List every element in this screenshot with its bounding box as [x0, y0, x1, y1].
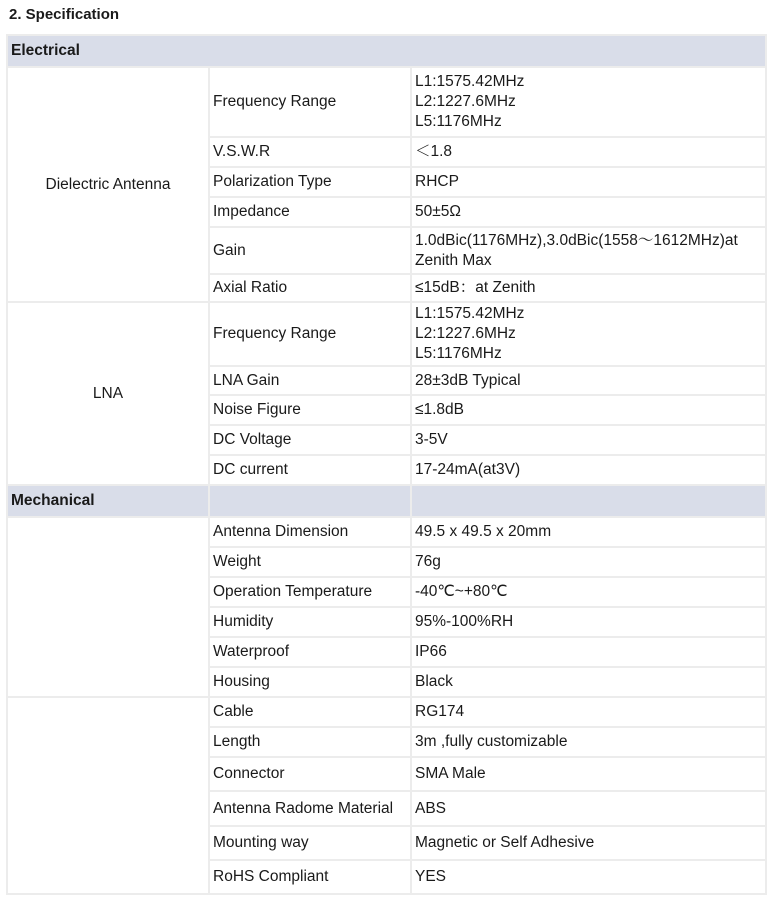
group-cell-empty [7, 697, 209, 894]
group-label-lna: LNA [7, 302, 209, 485]
param-label: Connector [209, 757, 411, 791]
table-row [7, 302, 766, 366]
param-label: Gain [209, 227, 411, 274]
param-value: 3m ,fully customizable [411, 727, 766, 757]
param-label: DC current [209, 455, 411, 485]
value-line: L5:1176MHz [415, 345, 502, 362]
param-label: Polarization Type [209, 167, 411, 197]
value-line: 1.0dBic(1176MHz),3.0dBic(1558～1612MHz)at [415, 231, 738, 249]
param-label: Waterproof [209, 637, 411, 667]
table-row [7, 697, 766, 727]
group-cell-empty [7, 517, 209, 697]
section-title-electrical: Electrical [7, 35, 766, 67]
param-value: 49.5 x 49.5 x 20mm [411, 517, 766, 547]
param-label: Noise Figure [209, 395, 411, 425]
param-label: Frequency Range [209, 67, 411, 137]
param-label: Length [209, 727, 411, 757]
group-label-dielectric: Dielectric Antenna [7, 67, 209, 302]
param-label: Operation Temperature [209, 577, 411, 607]
param-value: RG174 [411, 697, 766, 727]
param-label: Frequency Range [209, 302, 411, 366]
param-value: YES [411, 860, 766, 894]
value-line: L2:1227.6MHz [415, 325, 516, 342]
param-value: ABS [411, 791, 766, 826]
param-value: 76g [411, 547, 766, 577]
value-line: Zenith Max [415, 251, 492, 269]
param-label: Impedance [209, 197, 411, 227]
param-value: 17-24mA(at3V) [411, 455, 766, 485]
param-label: Housing [209, 667, 411, 697]
section-electrical [7, 35, 766, 67]
param-label: V.S.W.R [209, 137, 411, 167]
param-value: 95%-100%RH [411, 607, 766, 637]
section-mechanical [7, 485, 766, 517]
param-label: DC Voltage [209, 425, 411, 455]
param-label: Weight [209, 547, 411, 577]
param-label: Mounting way [209, 826, 411, 860]
page-title: 2. Specification [9, 6, 120, 23]
param-value: ≤15dB：at Zenith [411, 274, 766, 302]
param-label: Antenna Radome Material [209, 791, 411, 826]
param-value [411, 67, 766, 137]
param-value: IP66 [411, 637, 766, 667]
value-line: L2:1227.6MHz [415, 93, 516, 110]
section-cell-empty [411, 485, 766, 517]
value-line: L1:1575.42MHz [415, 73, 525, 90]
param-value: 3-5V [411, 425, 766, 455]
section-cell-empty [209, 485, 411, 517]
param-label: Antenna Dimension [209, 517, 411, 547]
param-value: 50±5Ω [411, 197, 766, 227]
param-value: SMA Male [411, 757, 766, 791]
value-line: L5:1176MHz [415, 113, 502, 130]
param-value: Black [411, 667, 766, 697]
section-title-mechanical: Mechanical [7, 485, 209, 517]
param-label: Humidity [209, 607, 411, 637]
param-value: Magnetic or Self Adhesive [411, 826, 766, 860]
table-row [7, 517, 766, 547]
value-line: L1:1575.42MHz [415, 305, 525, 322]
param-value: 28±3dB Typical [411, 366, 766, 395]
param-label: Cable [209, 697, 411, 727]
param-value [411, 302, 766, 366]
param-label: Axial Ratio [209, 274, 411, 302]
param-value: ＜1.8 [411, 137, 766, 167]
param-label: RoHS Compliant [209, 860, 411, 894]
specification-table [6, 34, 767, 895]
table-row [7, 67, 766, 137]
param-label: LNA Gain [209, 366, 411, 395]
param-value: -40℃~+80℃ [411, 577, 766, 607]
param-value [411, 227, 766, 274]
param-value: RHCP [411, 167, 766, 197]
param-value: ≤1.8dB [411, 395, 766, 425]
